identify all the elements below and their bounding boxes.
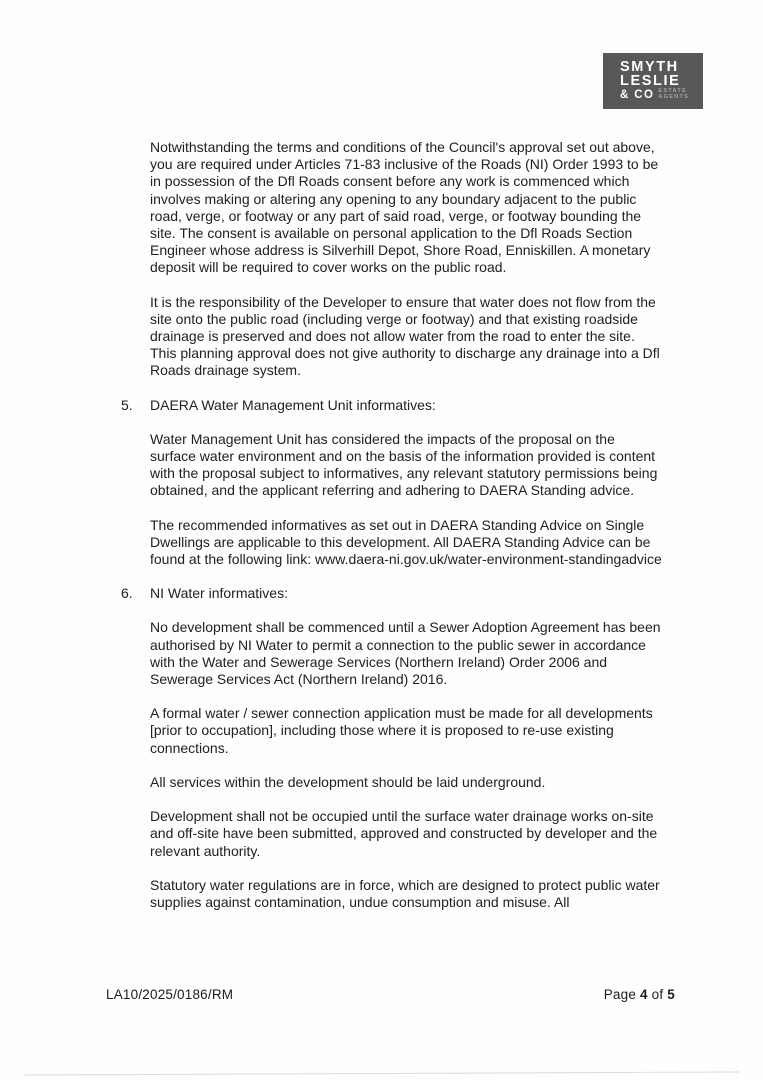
paragraph (150, 808, 662, 860)
paragraph (150, 705, 662, 757)
logo-tagline (658, 89, 689, 101)
logo-name-line3: & CO (620, 89, 655, 101)
paragraph-text: DAERA Water Management Unit informatives: (150, 396, 436, 413)
page-number-indicator: Page 4 of 5 (603, 987, 675, 1002)
smyth-leslie-logo (603, 53, 703, 109)
paragraph (150, 431, 662, 500)
item-number: 5. (121, 396, 133, 413)
paragraph (150, 877, 662, 911)
paragraph (150, 619, 662, 688)
item-number: 6. (121, 585, 133, 602)
paragraph (150, 139, 662, 277)
paragraph-text: Development shall not be occupied until the surface water drainage works on-site and off-site have been submitted, approved and constructed by developer and the relevant authority. (150, 808, 658, 859)
page-footer (106, 987, 675, 1002)
reference-number: LA10/2025/0186/RM (106, 987, 234, 1002)
scan-edge-line (24, 1071, 740, 1075)
paragraph-text: A formal water / sewer connection application must be made for all developments [prior to occupation], including those where it is proposed to re-use existing connections. (150, 705, 653, 756)
paragraph (150, 517, 662, 569)
numbered-item (121, 397, 662, 414)
paragraph-text: Statutory water regulations are in force, which are designed to protect public water supplies against contamination, undue consumption and misuse. All (150, 876, 660, 910)
paragraph-text: Water Management Unit has considered the impacts of the proposal on the surface water environment and on the basis of the information provided is content with the proposal subject to informatives, any relevant statutory permissions being obtained, and the applicant referring and adhering to DAERA Standing advice. (150, 430, 658, 499)
paragraph-text: It is the responsibility of the Developer to ensure that water does not flow from the site onto the public road (including verge or footway) and that existing roadside drainage is preserved and does not allow water from the road to enter the site. This planning approval does not give authority to discharge any drainage into a Dfl Roads drainage system. (150, 293, 660, 379)
paragraph-text: No development shall be commenced until a Sewer Adoption Agreement has been authorised by NI Water to permit a connection to the public sewer in accordance with the Water and Sewerage Services (Northern Ireland) Order 2006 and Sewerage Services Act (Northern Ireland) 2016. (150, 619, 661, 688)
paragraph-text: NI Water informatives: (150, 585, 288, 602)
logo-tagline-line1: ESTATE (658, 88, 688, 94)
paragraph (150, 294, 662, 380)
logo-name-line2: LESLIE (620, 73, 681, 89)
paragraph-text: All services within the development should be laid underground. (150, 773, 546, 790)
numbered-item (121, 585, 662, 602)
paragraph-text: Notwithstanding the terms and conditions of the Council's approval set out above, you are required under Articles 71-83 inclusive of the Roads (NI) Order 1993 to be in possession of the Dfl Roads consent before any work is commenced which involves making or altering any opening to any boundary adjacent to the public road, verge, or footway or any part of said road, verge, or footway bounding the site. The consent is available on personal application to the Dfl Roads Section Engineer whose address is Silverhill Depot, Shore Road, Enniskillen. A monetary deposit will be required to cover works on the public road. (150, 139, 659, 276)
document-body (121, 139, 662, 928)
paragraph (150, 774, 662, 791)
paragraph-text: The recommended informatives as set out in DAERA Standing Advice on Single Dwellings are applicable to this development. All DAERA Standing Advice can be found at the following link: www.daera-ni.gov.uk/water-environment-standingadvice (150, 516, 662, 568)
logo-name-line1: SMYTH (620, 59, 679, 75)
logo-tagline-line2: AGENTS (658, 93, 690, 100)
